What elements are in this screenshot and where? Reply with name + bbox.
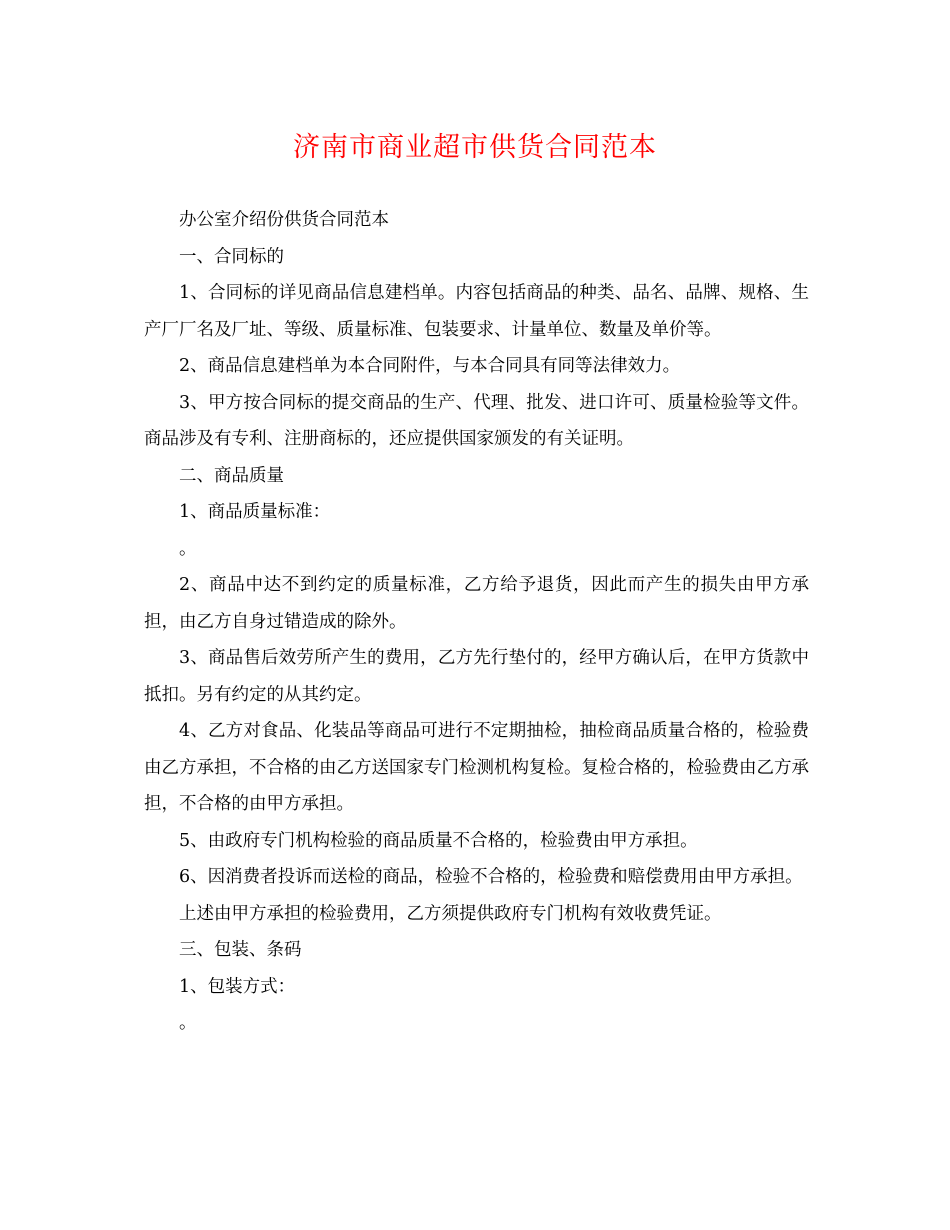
paragraph: 。 <box>179 538 197 559</box>
section-heading: 二、商品质量 <box>179 465 284 486</box>
paragraph: 6、因消费者投诉而送检的商品，检验不合格的，检验费和赔偿费用由甲方承担。 <box>179 867 803 887</box>
paragraph: 4、乙方对食品、化装品等商品可进行不定期抽检，抽检商品质量合格的，检验费由乙方承担，不合格的由乙方送国家专门检测机构复检。复检合格的，检验费由乙方承担，不合格的由甲方承担。 <box>144 721 809 814</box>
paragraph: 。 <box>179 1013 197 1033</box>
document-body <box>144 202 809 1042</box>
paragraph: 5、由政府专门机构检验的商品质量不合格的，检验费由甲方承担。 <box>179 830 698 851</box>
paragraph: 2、商品中达不到约定的质量标准，乙方给予退货，因此而产生的损失由甲方承担，由乙方自身过错造成的除外。 <box>144 575 809 632</box>
paragraph: 1、商品质量标准： <box>179 502 331 522</box>
paragraph: 2、商品信息建档单为本合同附件，与本合同具有同等法律效力。 <box>179 356 681 376</box>
paragraph: 1、合同标的详见商品信息建档单。内容包括商品的种类、品名、品牌、规格、生产厂厂名及厂址、等级、质量标准、包装要求、计量单位、数量及单价等。 <box>144 283 809 340</box>
paragraph: 3、甲方按合同标的提交商品的生产、代理、批发、进口许可、质量检验等文件。商品涉及有专利、注册商标的，还应提供国家颁发的有关证明。 <box>144 392 809 449</box>
paragraph: 上述由甲方承担的检验费用，乙方须提供政府专门机构有效收费凭证。 <box>179 903 722 924</box>
document-title: 济南市商业超市供货合同范本 <box>293 132 657 163</box>
paragraph: 3、商品售后效劳所产生的费用，乙方先行垫付的，经甲方确认后，在甲方货款中抵扣。另有约定的从其约定。 <box>144 648 809 705</box>
paragraph: 办公室介绍份供货合同范本 <box>179 210 389 230</box>
paragraph: 1、包装方式： <box>179 976 296 997</box>
section-heading: 三、包装、条码 <box>179 940 302 960</box>
section-heading: 一、合同标的 <box>179 246 284 267</box>
